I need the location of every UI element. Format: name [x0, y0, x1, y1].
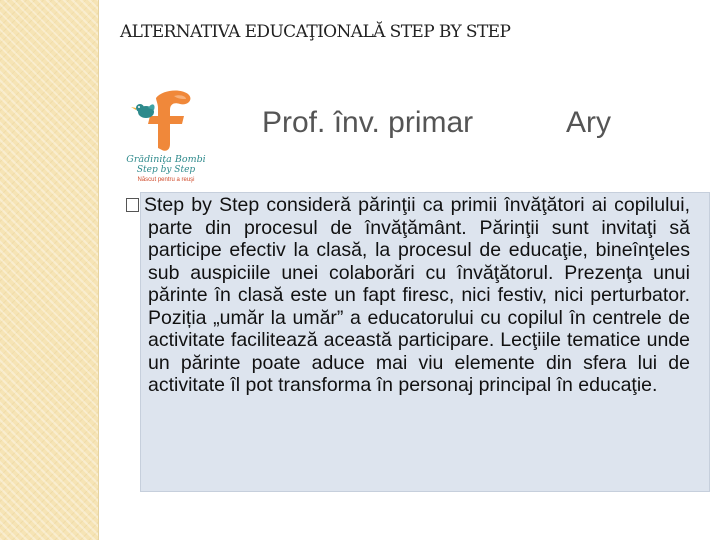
bullet-paragraph [126, 194, 690, 397]
logo-mark-icon [148, 91, 190, 151]
author-name: Ary [566, 106, 611, 139]
decorative-side-band [0, 0, 98, 540]
kindergarten-logo [118, 82, 214, 184]
logo-name-text: Grădiniţa Bombi [126, 154, 206, 165]
bullet-square-icon [126, 198, 139, 212]
slide-header-title: ALTERNATIVA EDUCAŢIONALĂ STEP BY STEP [120, 22, 511, 42]
logo-program-text: Step by Step [136, 165, 196, 175]
side-divider [98, 0, 103, 540]
bird-icon [131, 104, 155, 118]
author-title: Prof. înv. primar [262, 106, 474, 139]
logo-tagline-text: Născut pentru a reuşi [137, 177, 195, 183]
bullet-paragraph-text: Step by Step consideră părinţii ca primii învăţători ai copilului, parte din procesul de învăţământ. Părinţii sunt invitaţi să participe efectiv la clasă, la procesul de educaţie, bineînţeles sub auspiciile unei colaborări cu învăţătorul. Prezenţa unui părinte în clasă este un fapt firesc, nici festiv, nici perturbator. Poziția „umăr la umăr” a educatorului cu copilul în centrele de activitate facilitează această participare. Lecţiile tematice unde un părinte poate aduce mai viu elemente din sfera lui de activitate îl pot transforma în personaj principal în educaţie. [144, 194, 690, 396]
